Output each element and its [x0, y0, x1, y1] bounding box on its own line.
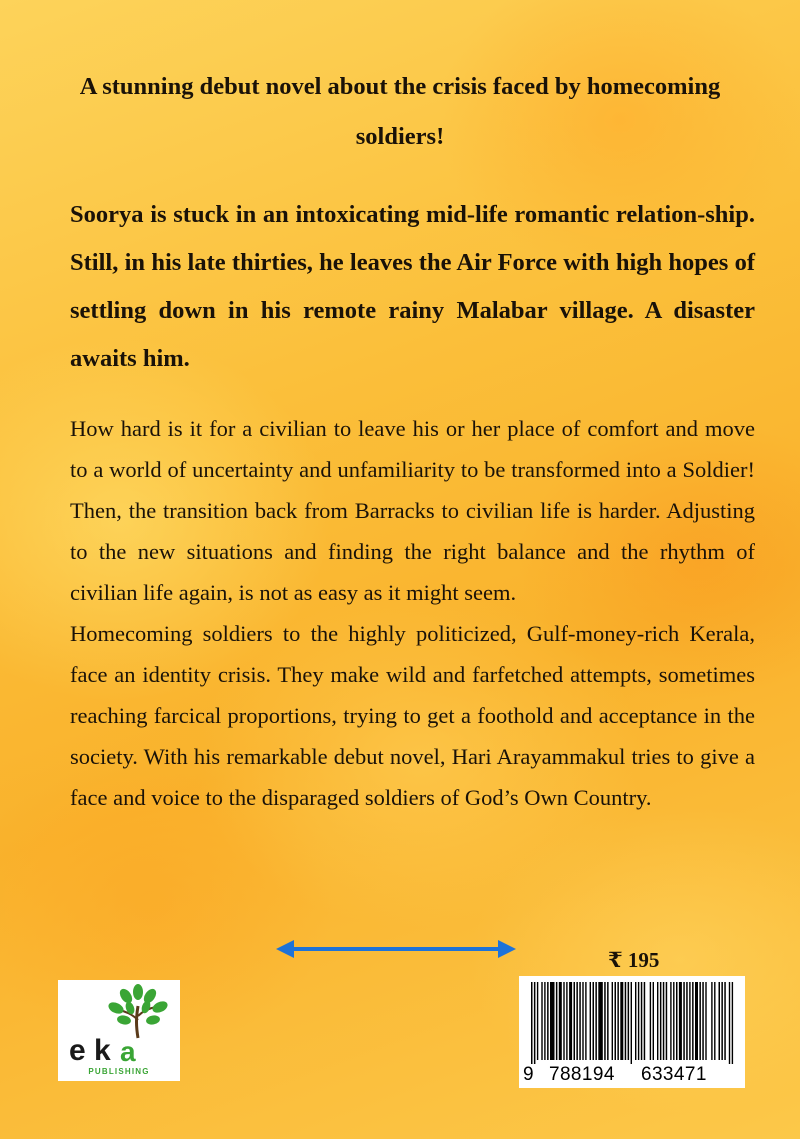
barcode-bar: [644, 982, 646, 1060]
barcode-bar: [729, 982, 730, 1064]
isbn-digit-group: 633471: [641, 1064, 707, 1085]
barcode-bar: [702, 982, 704, 1060]
barcode-bar: [531, 982, 533, 1064]
barcode-bar: [615, 982, 617, 1060]
barcode-bar: [641, 982, 643, 1060]
barcode-bar: [628, 982, 630, 1060]
barcode-bar: [699, 982, 701, 1060]
barcode-bar: [676, 982, 678, 1060]
barcode-bar: [593, 982, 595, 1060]
synopsis-paragraph: Homecoming soldiers to the highly politicized, Gulf-money-rich Kerala, face an identity crisis. They make wild and farfetched attempts, sometimes reaching farcical proportions, trying to get a foothold and acceptance in the society. With his remarkable debut novel, Hari Arayammakul tries to give a face and voice to the disparaged soldiers of God’s Own Country.: [70, 621, 755, 810]
logo-letter: k: [94, 1034, 111, 1067]
barcode-bar: [692, 982, 694, 1060]
barcode-bar: [541, 982, 542, 1060]
barcode-bar: [625, 982, 627, 1060]
barcode-bar: [604, 982, 606, 1060]
barcode-bar: [598, 982, 603, 1060]
barcode-bar: [620, 982, 623, 1060]
barcode-bar: [563, 982, 564, 1060]
isbn-barcode: [519, 976, 745, 1088]
barcode-bar: [679, 982, 682, 1060]
barcode-bars: [519, 976, 745, 1064]
logo-letter: e: [69, 1034, 86, 1067]
barcode-bar: [657, 982, 658, 1060]
barcode-bar: [556, 982, 558, 1060]
synopsis: [70, 408, 755, 818]
barcode-bar: [719, 982, 721, 1060]
barcode-bar: [721, 982, 723, 1060]
price: ₹ 195: [608, 948, 660, 972]
barcode-bar: [569, 982, 572, 1060]
barcode-bar: [635, 982, 636, 1060]
barcode-bar: [590, 982, 591, 1060]
barcode-bar: [732, 982, 733, 1064]
tree-icon: [58, 980, 180, 1040]
synopsis-paragraph: How hard is it for a civilian to leave his or her place of comfort and move to a world of uncertainty and unfamiliarity to be transformed into a Soldier! Then, the transition back from Barracks to civilian life is harder. Adjusting to the new situations and finding the right balance and the rhythm of civilian life again, is not as easy as it might seem.: [70, 416, 755, 605]
barcode-bar: [673, 982, 674, 1060]
barcode-bar: [663, 982, 665, 1060]
barcode-bar: [711, 982, 712, 1060]
barcode-bar: [585, 982, 586, 1060]
publisher-logo: [58, 980, 180, 1081]
barcode-bar: [638, 982, 639, 1060]
barcode-bar: [666, 982, 668, 1060]
barcode-bar: [579, 982, 581, 1060]
barcode-bar: [550, 982, 555, 1060]
isbn-digit-group: 788194: [549, 1064, 615, 1085]
barcode-bar: [582, 982, 583, 1060]
barcode-bar: [595, 982, 597, 1060]
barcode-bar: [689, 982, 690, 1060]
barcode-bar: [534, 982, 536, 1064]
barcode-bar: [714, 982, 715, 1060]
blurb: Soorya is stuck in an intoxicating mid-life romantic relation-ship. Still, in his late thirties, he leaves the Air Force with high hopes of settling down in his remote rainy Malabar village. A disaster awaits him.: [70, 201, 755, 372]
publisher-logo-letters: [58, 1036, 180, 1066]
barcode-bar: [576, 982, 578, 1060]
barcode-bar: [617, 982, 619, 1060]
logo-letter: a: [120, 1036, 136, 1067]
barcode-bar: [686, 982, 688, 1060]
double-arrow-icon: [276, 935, 516, 963]
barcode-bar: [705, 982, 706, 1060]
barcode-bar: [660, 982, 662, 1060]
barcode-bar: [612, 982, 613, 1060]
barcode-bar: [631, 982, 632, 1064]
barcode-bar: [566, 982, 567, 1060]
barcode-bar: [537, 982, 538, 1060]
barcode-bar: [544, 982, 545, 1060]
barcode-bar: [547, 982, 549, 1060]
barcode-bar: [670, 982, 671, 1060]
barcode-bar: [653, 982, 654, 1060]
barcode-bar: [607, 982, 609, 1060]
isbn-digit-group: 9: [523, 1064, 534, 1085]
publisher-subtitle: PUBLISHING: [88, 1067, 150, 1076]
barcode-bar: [683, 982, 685, 1060]
barcode-bar: [695, 982, 698, 1060]
barcode-bar: [559, 982, 562, 1060]
barcode-bar: [650, 982, 651, 1060]
barcode-bar: [574, 982, 576, 1060]
tagline: A stunning debut novel about the crisis faced by homecoming soldiers!: [79, 73, 721, 150]
isbn-number: [519, 1063, 745, 1087]
barcode-bar: [724, 982, 726, 1060]
